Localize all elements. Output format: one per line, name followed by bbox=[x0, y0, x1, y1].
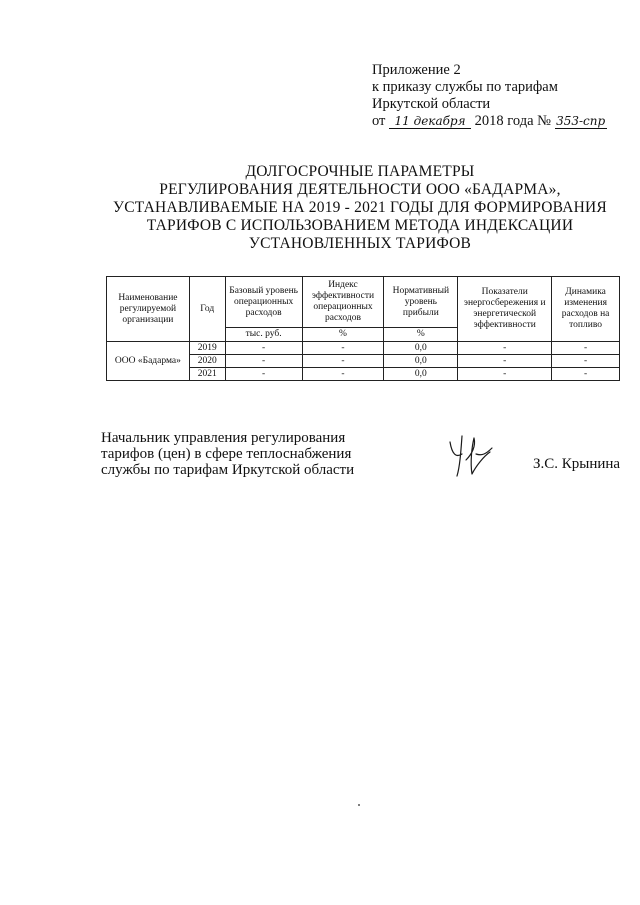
year-cell: 2019 bbox=[189, 342, 225, 355]
table-header-row bbox=[107, 277, 620, 328]
appendix-order-ref: к приказу службы по тарифам bbox=[372, 79, 558, 95]
signer-line: Начальник управления регулирования bbox=[101, 430, 346, 446]
appendix-header bbox=[372, 62, 607, 130]
handwritten-signature bbox=[446, 432, 496, 478]
energy-cell: - bbox=[458, 355, 552, 368]
fuel-cell: - bbox=[552, 342, 620, 355]
appendix-title: Приложение 2 bbox=[372, 62, 461, 78]
index-cell: - bbox=[302, 342, 384, 355]
base-cell: - bbox=[225, 355, 302, 368]
appendix-region: Иркутской области bbox=[372, 96, 491, 112]
base-cell: - bbox=[225, 342, 302, 355]
appendix-date-line bbox=[372, 113, 607, 130]
title-line: УСТАНАВЛИВАЕМЫЕ НА 2019 - 2021 ГОДЫ ДЛЯ ФОРМИРОВАНИЯ bbox=[113, 199, 607, 216]
org-name-cell: ООО «Бадарма» bbox=[107, 342, 190, 381]
fuel-cell: - bbox=[552, 355, 620, 368]
fuel-cell: - bbox=[552, 368, 620, 381]
year-cell: 2021 bbox=[189, 368, 225, 381]
signer-line: службы по тарифам Иркутской области bbox=[101, 462, 355, 478]
header-base-level: Базовый уровень операционных расходов bbox=[225, 277, 302, 328]
profit-cell: 0,0 bbox=[384, 342, 458, 355]
title-line: РЕГУЛИРОВАНИЯ ДЕЯТЕЛЬНОСТИ ООО «БАДАРМА», bbox=[159, 181, 561, 198]
date-prefix: от bbox=[372, 113, 386, 129]
year-cell: 2020 bbox=[189, 355, 225, 368]
header-profit-level: Нормативный уровень прибыли bbox=[384, 277, 458, 328]
base-cell: - bbox=[225, 368, 302, 381]
scan-dot bbox=[358, 804, 360, 806]
title-line: ТАРИФОВ С ИСПОЛЬЗОВАНИЕМ МЕТОДА ИНДЕКСАЦИИ bbox=[146, 217, 574, 234]
header-efficiency-index: Индекс эффективности операционных расходов bbox=[302, 277, 384, 328]
header-year: Год bbox=[189, 277, 225, 342]
signer-line: тарифов (цен) в сфере теплоснабжения bbox=[101, 446, 352, 462]
parameters-table bbox=[106, 276, 620, 381]
date-suffix: 2018 года № bbox=[474, 113, 551, 129]
title-line: ДОЛГОСРОЧНЫЕ ПАРАМЕТРЫ bbox=[245, 163, 475, 180]
unit-index: % bbox=[302, 328, 384, 342]
handwritten-order-number: 353-спр bbox=[556, 114, 606, 128]
signer-name: З.С. Крынина bbox=[533, 456, 621, 472]
profit-cell: 0,0 bbox=[384, 355, 458, 368]
signer-title bbox=[101, 430, 354, 478]
energy-cell: - bbox=[458, 368, 552, 381]
index-cell: - bbox=[302, 355, 384, 368]
header-fuel-dynamics: Динамика изменения расходов на топливо bbox=[552, 277, 620, 342]
table-row bbox=[107, 342, 620, 355]
title-line: УСТАНОВЛЕННЫХ ТАРИФОВ bbox=[248, 235, 472, 252]
unit-base: тыс. руб. bbox=[225, 328, 302, 342]
handwritten-date: 11 декабря bbox=[389, 115, 471, 129]
energy-cell: - bbox=[458, 342, 552, 355]
unit-profit: % bbox=[384, 328, 458, 342]
profit-cell: 0,0 bbox=[384, 368, 458, 381]
header-org: Наименование регулируемой организации bbox=[107, 277, 190, 342]
index-cell: - bbox=[302, 368, 384, 381]
header-energy-saving: Показатели энергосбережения и энергетической эффективности bbox=[458, 277, 552, 342]
document-title bbox=[90, 163, 630, 253]
